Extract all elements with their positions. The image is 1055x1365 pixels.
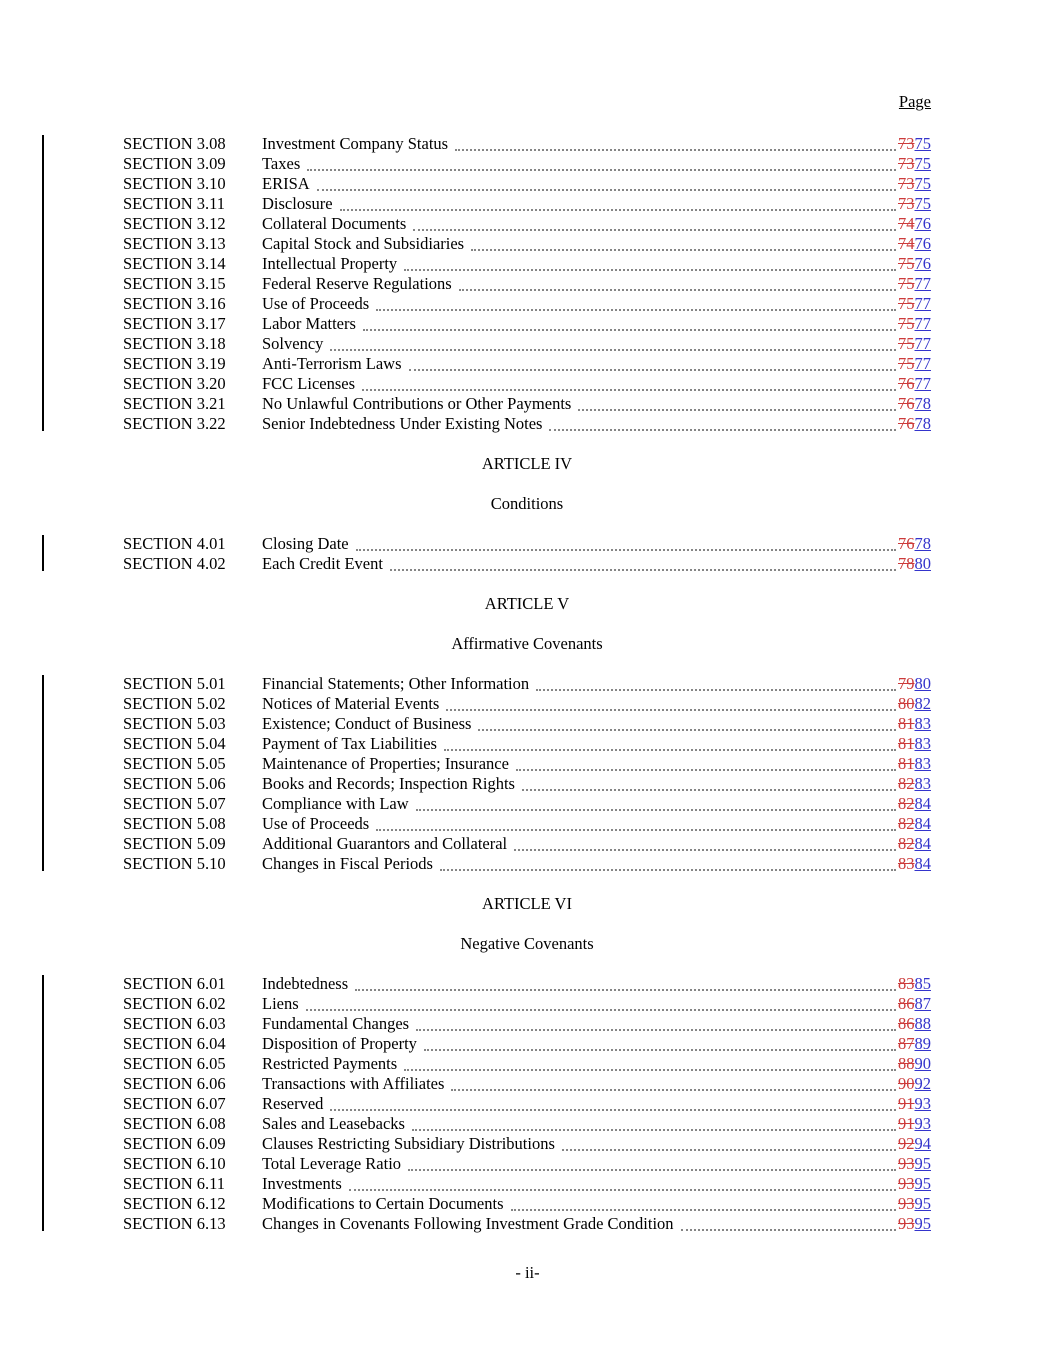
dot-leader — [340, 209, 896, 211]
toc-entry-new-page-number: 95 — [914, 1194, 931, 1213]
toc-entry-new-page-number: 85 — [914, 974, 931, 993]
toc-entry-old-page-number: 79 — [898, 674, 915, 693]
dot-leader — [416, 1029, 896, 1031]
toc-entry-old-page-number: 93 — [898, 1154, 915, 1173]
toc-entry-old-page-number: 78 — [898, 554, 915, 573]
toc-entry-old-page-number: 81 — [898, 754, 915, 773]
toc-entry-new-page-number: 77 — [914, 314, 931, 333]
dot-leader — [681, 1229, 896, 1231]
toc-entry — [123, 354, 931, 374]
toc-entry — [123, 694, 931, 714]
toc-entry-title: Federal Reserve Regulations — [262, 274, 452, 293]
article-heading: ARTICLE VI — [482, 894, 572, 913]
toc-entry-new-page-number: 88 — [914, 1014, 931, 1033]
toc-entry-section: SECTION 4.01 — [123, 534, 226, 553]
toc-entry-new-page-number: 82 — [914, 694, 931, 713]
toc-entry-pages — [898, 154, 931, 174]
toc-entry-section: SECTION 6.01 — [123, 974, 226, 993]
toc-entry-section: SECTION 6.09 — [123, 1134, 226, 1153]
toc-entry-new-page-number: 77 — [914, 334, 931, 353]
toc-entry-new-page-number: 83 — [914, 714, 931, 733]
toc-entry-old-page-number: 82 — [898, 814, 915, 833]
toc-entry-pages — [898, 1134, 931, 1154]
toc-entry-old-page-number: 91 — [898, 1114, 915, 1133]
toc-entry-pages — [898, 174, 931, 194]
toc-entry-section: SECTION 5.05 — [123, 754, 226, 773]
toc-entry-pages — [898, 1054, 931, 1074]
toc-entry-old-page-number: 75 — [898, 294, 915, 313]
toc-entry — [123, 534, 931, 554]
toc-entry-pages — [898, 334, 931, 354]
toc-entry — [123, 754, 931, 774]
toc-entry-title: Transactions with Affiliates — [262, 1074, 445, 1093]
toc-entry-old-page-number: 90 — [898, 1074, 915, 1093]
toc-entry-section: SECTION 5.01 — [123, 674, 226, 693]
toc-entry-old-page-number: 82 — [898, 834, 915, 853]
toc-entry-pages — [898, 714, 931, 734]
dot-leader — [317, 189, 896, 191]
toc-entry-section: SECTION 4.02 — [123, 554, 226, 573]
toc-entry-pages — [898, 214, 931, 234]
dot-leader — [416, 809, 896, 811]
toc-entry-new-page-number: 75 — [914, 174, 931, 193]
toc-entry-title: Use of Proceeds — [262, 814, 370, 833]
toc-entry-title: Closing Date — [262, 534, 349, 553]
toc-entry-section: SECTION 5.08 — [123, 814, 226, 833]
dot-leader — [376, 829, 896, 831]
toc-entry — [123, 334, 931, 354]
toc-entry-old-page-number: 93 — [898, 1194, 915, 1213]
dot-leader — [424, 1049, 896, 1051]
toc-entry-pages — [898, 694, 931, 714]
toc-entry — [123, 294, 931, 314]
toc-entry-title: Capital Stock and Subsidiaries — [262, 234, 465, 253]
toc-entry-new-page-number: 77 — [914, 274, 931, 293]
toc-entry-pages — [898, 134, 931, 154]
toc-entry — [123, 394, 931, 414]
dot-leader — [409, 369, 896, 371]
toc-entry-pages — [898, 1094, 931, 1114]
toc-entry-pages — [898, 274, 931, 294]
dot-leader — [446, 709, 896, 711]
toc-entry-title: Solvency — [262, 334, 324, 353]
toc-entry-new-page-number: 77 — [914, 354, 931, 373]
toc-entry-pages — [898, 1174, 931, 1194]
toc-entry-section: SECTION 3.15 — [123, 274, 226, 293]
toc-entry — [123, 234, 931, 254]
toc-entry-group — [123, 674, 931, 874]
toc-entry-new-page-number: 87 — [914, 994, 931, 1013]
toc-entry-title: Anti-Terrorism Laws — [262, 354, 402, 373]
toc-entry-section: SECTION 5.09 — [123, 834, 226, 853]
toc-entry-new-page-number: 95 — [914, 1154, 931, 1173]
toc-entry-new-page-number: 90 — [914, 1054, 931, 1073]
toc-entry-group — [123, 974, 931, 1234]
toc-entry-title: Additional Guarantors and Collateral — [262, 834, 508, 853]
toc-entry — [123, 1094, 931, 1114]
toc-entry-pages — [898, 674, 931, 694]
toc-entry-section: SECTION 5.07 — [123, 794, 226, 813]
toc-entry-new-page-number: 89 — [914, 1034, 931, 1053]
toc-entry-group — [123, 534, 931, 574]
toc-entry-pages — [898, 1034, 931, 1054]
toc-entry-new-page-number: 75 — [914, 134, 931, 153]
toc-entry — [123, 1214, 931, 1234]
dot-leader — [306, 1009, 896, 1011]
toc-entry-title: FCC Licenses — [262, 374, 356, 393]
toc-entry-pages — [898, 534, 931, 554]
toc-entry-new-page-number: 84 — [914, 834, 931, 853]
toc-entry-title: Indebtedness — [262, 974, 349, 993]
toc-entry — [123, 1114, 931, 1134]
toc-entry-pages — [898, 974, 931, 994]
dot-leader — [390, 569, 896, 571]
dot-leader — [511, 1209, 897, 1211]
toc-entry-title: Investment Company Status — [262, 134, 449, 153]
toc-entry-title: Compliance with Law — [262, 794, 409, 813]
dot-leader — [451, 1089, 896, 1091]
toc-entry — [123, 994, 931, 1014]
dot-leader — [307, 169, 896, 171]
dot-leader — [522, 789, 896, 791]
toc-entry-pages — [898, 314, 931, 334]
toc-entry — [123, 1034, 931, 1054]
toc-entry-old-page-number: 73 — [898, 154, 915, 173]
toc-entry — [123, 854, 931, 874]
toc-entry-pages — [898, 394, 931, 414]
toc-entry-section: SECTION 3.14 — [123, 254, 226, 273]
toc-entry-old-page-number: 75 — [898, 314, 915, 333]
toc-entry-section: SECTION 6.13 — [123, 1214, 226, 1233]
toc-entry-title: Restricted Payments — [262, 1054, 398, 1073]
article-heading: ARTICLE V — [484, 594, 570, 613]
toc-entry-old-page-number: 80 — [898, 694, 915, 713]
toc-entry-old-page-number: 87 — [898, 1034, 915, 1053]
toc-entry — [123, 774, 931, 794]
toc-entry-old-page-number: 83 — [898, 854, 915, 873]
toc-entry-pages — [898, 794, 931, 814]
toc-entry-pages — [898, 754, 931, 774]
dot-leader — [376, 309, 896, 311]
article-subtitle: Affirmative Covenants — [451, 634, 603, 653]
toc-entry-pages — [898, 554, 931, 574]
page-column-header: Page — [898, 92, 931, 111]
dot-leader — [440, 869, 896, 871]
dot-leader — [455, 149, 896, 151]
toc-entry-section: SECTION 3.11 — [123, 194, 226, 213]
toc-entry-section: SECTION 3.12 — [123, 214, 226, 233]
toc-entry-pages — [898, 1114, 931, 1134]
toc-entry-title: ERISA — [262, 174, 310, 193]
toc-entry-title: Changes in Covenants Following Investment Grade Condition — [262, 1214, 674, 1233]
toc-entry-section: SECTION 5.06 — [123, 774, 226, 793]
toc-entry-title: Financial Statements; Other Information — [262, 674, 530, 693]
toc-entry-section: SECTION 3.08 — [123, 134, 226, 153]
dot-leader — [478, 729, 896, 731]
toc-entry-section: SECTION 5.02 — [123, 694, 226, 713]
toc-entry-section: SECTION 3.17 — [123, 314, 226, 333]
toc-entry-section: SECTION 3.22 — [123, 414, 226, 433]
dot-leader — [578, 409, 896, 411]
toc-entry-old-page-number: 76 — [898, 394, 915, 413]
toc-entry — [123, 274, 931, 294]
dot-leader — [471, 249, 896, 251]
dot-leader — [549, 429, 896, 431]
toc-entry-old-page-number: 93 — [898, 1174, 915, 1193]
toc-entry-new-page-number: 92 — [914, 1074, 931, 1093]
toc-entry-old-page-number: 73 — [898, 174, 915, 193]
toc-entry — [123, 794, 931, 814]
toc-entry-old-page-number: 74 — [898, 234, 915, 253]
toc-entry-title: Taxes — [262, 154, 301, 173]
toc-entry-pages — [898, 234, 931, 254]
toc-entry-new-page-number: 93 — [914, 1094, 931, 1113]
toc-entry — [123, 1054, 931, 1074]
toc-entry-title: Changes in Fiscal Periods — [262, 854, 433, 873]
dot-leader — [444, 749, 896, 751]
toc-entry-title: Each Credit Event — [262, 554, 383, 573]
toc-entry-new-page-number: 76 — [914, 234, 931, 253]
dot-leader — [536, 689, 896, 691]
toc-entry — [123, 214, 931, 234]
toc-entry-pages — [898, 354, 931, 374]
toc-entry-section: SECTION 6.05 — [123, 1054, 226, 1073]
toc-entry-title: Fundamental Changes — [262, 1014, 410, 1033]
dot-leader — [412, 1129, 896, 1131]
toc-entry-section: SECTION 6.04 — [123, 1034, 226, 1053]
toc-entry — [123, 814, 931, 834]
toc-entry-old-page-number: 76 — [898, 534, 915, 553]
toc-entry — [123, 194, 931, 214]
toc-entry-title: Payment of Tax Liabilities — [262, 734, 437, 753]
dot-leader — [404, 269, 896, 271]
toc-entry-old-page-number: 75 — [898, 254, 915, 273]
toc-entry-pages — [898, 254, 931, 274]
toc-entry — [123, 834, 931, 854]
toc-entry-pages — [898, 374, 931, 394]
dot-leader — [362, 389, 896, 391]
toc-entry — [123, 374, 931, 394]
toc-entry-pages — [898, 854, 931, 874]
toc-entry-new-page-number: 78 — [914, 394, 931, 413]
toc-entry-old-page-number: 76 — [898, 374, 915, 393]
article-heading: ARTICLE IV — [481, 454, 573, 473]
toc-entry-new-page-number: 76 — [914, 214, 931, 233]
toc-entry-old-page-number: 86 — [898, 1014, 915, 1033]
toc-entry — [123, 674, 931, 694]
toc-entry-pages — [898, 414, 931, 434]
toc-entry-new-page-number: 84 — [914, 794, 931, 813]
toc-entry — [123, 1194, 931, 1214]
toc-entry — [123, 554, 931, 574]
toc-entry — [123, 1134, 931, 1154]
dot-leader — [459, 289, 896, 291]
toc-entry — [123, 254, 931, 274]
toc-entry-old-page-number: 81 — [898, 714, 915, 733]
toc-entry-section: SECTION 3.10 — [123, 174, 226, 193]
toc-entry — [123, 1014, 931, 1034]
dot-leader — [514, 849, 896, 851]
toc-entry-new-page-number: 83 — [914, 774, 931, 793]
toc-entry-title: Maintenance of Properties; Insurance — [262, 754, 509, 773]
toc-entry-title: Modifications to Certain Documents — [262, 1194, 504, 1213]
toc-entry-title: Senior Indebtedness Under Existing Notes — [262, 414, 543, 433]
toc-entry-pages — [898, 1014, 931, 1034]
toc-entry — [123, 1174, 931, 1194]
dot-leader — [355, 989, 896, 991]
dot-leader — [413, 229, 896, 231]
page-number-footer: - ii- — [515, 1263, 540, 1282]
dot-leader — [330, 349, 896, 351]
table-of-contents — [123, 134, 931, 1234]
toc-entry-pages — [898, 1194, 931, 1214]
toc-entry-new-page-number: 83 — [914, 754, 931, 773]
toc-entry-new-page-number: 75 — [914, 154, 931, 173]
toc-entry — [123, 414, 931, 434]
toc-entry-new-page-number: 78 — [914, 414, 931, 433]
toc-entry-new-page-number: 95 — [914, 1174, 931, 1193]
toc-entry-new-page-number: 83 — [914, 734, 931, 753]
toc-entry-section: SECTION 5.04 — [123, 734, 226, 753]
toc-entry-old-page-number: 86 — [898, 994, 915, 1013]
toc-entry-pages — [898, 294, 931, 314]
toc-entry-section: SECTION 3.19 — [123, 354, 226, 373]
dot-leader — [404, 1069, 896, 1071]
toc-entry-title: Intellectual Property — [262, 254, 398, 273]
toc-entry-pages — [898, 1074, 931, 1094]
toc-entry-title: Disclosure — [262, 194, 333, 213]
toc-entry — [123, 174, 931, 194]
toc-entry-title: Clauses Restricting Subsidiary Distributions — [262, 1134, 555, 1153]
toc-entry — [123, 154, 931, 174]
toc-entry-new-page-number: 84 — [914, 814, 931, 833]
toc-entry — [123, 314, 931, 334]
toc-entry-section: SECTION 5.03 — [123, 714, 226, 733]
toc-entry-pages — [898, 814, 931, 834]
toc-entry — [123, 734, 931, 754]
dot-leader — [516, 769, 896, 771]
toc-entry-old-page-number: 81 — [898, 734, 915, 753]
dot-leader — [330, 1109, 896, 1111]
toc-entry-section: SECTION 3.20 — [123, 374, 226, 393]
toc-entry-title: Labor Matters — [262, 314, 356, 333]
toc-entry-title: Notices of Material Events — [262, 694, 440, 713]
toc-entry-old-page-number: 92 — [898, 1134, 915, 1153]
toc-entry-section: SECTION 3.21 — [123, 394, 226, 413]
toc-entry-new-page-number: 80 — [914, 674, 931, 693]
dot-leader — [363, 329, 896, 331]
toc-entry-section: SECTION 6.12 — [123, 1194, 226, 1213]
toc-entry-title: No Unlawful Contributions or Other Payments — [262, 394, 572, 413]
toc-entry-old-page-number: 83 — [898, 974, 915, 993]
toc-entry-section: SECTION 6.06 — [123, 1074, 226, 1093]
toc-entry-old-page-number: 93 — [898, 1214, 915, 1233]
toc-entry-title: Existence; Conduct of Business — [262, 714, 472, 733]
toc-entry-new-page-number: 94 — [914, 1134, 931, 1153]
toc-entry-section: SECTION 5.10 — [123, 854, 226, 873]
toc-entry-title: Investments — [262, 1174, 342, 1193]
toc-entry-old-page-number: 91 — [898, 1094, 915, 1113]
toc-entry-old-page-number: 75 — [898, 274, 915, 293]
toc-entry-old-page-number: 75 — [898, 334, 915, 353]
toc-entry-pages — [898, 734, 931, 754]
toc-entry-section: SECTION 3.13 — [123, 234, 226, 253]
toc-entry-new-page-number: 93 — [914, 1114, 931, 1133]
toc-entry — [123, 714, 931, 734]
dot-leader — [356, 549, 896, 551]
toc-entry-new-page-number: 77 — [914, 294, 931, 313]
toc-entry-section: SECTION 6.07 — [123, 1094, 226, 1113]
article-subtitle: Conditions — [490, 494, 564, 513]
toc-entry-new-page-number: 80 — [914, 554, 931, 573]
toc-entry-section: SECTION 3.18 — [123, 334, 226, 353]
toc-entry-pages — [898, 194, 931, 214]
toc-entry-new-page-number: 78 — [914, 534, 931, 553]
toc-entry-old-page-number: 73 — [898, 134, 915, 153]
toc-entry — [123, 134, 931, 154]
toc-entry-title: Use of Proceeds — [262, 294, 370, 313]
toc-entry-old-page-number: 82 — [898, 794, 915, 813]
toc-entry-new-page-number: 76 — [914, 254, 931, 273]
toc-entry-section: SECTION 3.09 — [123, 154, 226, 173]
article-subtitle: Negative Covenants — [460, 934, 594, 953]
toc-entry-new-page-number: 95 — [914, 1214, 931, 1233]
toc-entry-old-page-number: 74 — [898, 214, 915, 233]
toc-entry-pages — [898, 834, 931, 854]
toc-entry-title: Liens — [262, 994, 299, 1013]
toc-entry-title: Reserved — [262, 1094, 324, 1113]
toc-entry-old-page-number: 82 — [898, 774, 915, 793]
toc-entry-title: Collateral Documents — [262, 214, 407, 233]
toc-entry-old-page-number: 75 — [898, 354, 915, 373]
dot-leader — [349, 1189, 896, 1191]
toc-entry-pages — [898, 774, 931, 794]
toc-entry-section: SECTION 6.11 — [123, 1174, 226, 1193]
toc-entry — [123, 1154, 931, 1174]
toc-entry-pages — [898, 1214, 931, 1234]
toc-entry-pages — [898, 1154, 931, 1174]
toc-entry-title: Disposition of Property — [262, 1034, 417, 1053]
toc-entry-section: SECTION 6.10 — [123, 1154, 226, 1173]
dot-leader — [408, 1169, 896, 1171]
toc-entry-group — [123, 134, 931, 434]
toc-entry-title: Books and Records; Inspection Rights — [262, 774, 515, 793]
toc-entry-new-page-number: 75 — [914, 194, 931, 213]
toc-entry — [123, 1074, 931, 1094]
toc-entry-pages — [898, 994, 931, 1014]
toc-entry-old-page-number: 73 — [898, 194, 915, 213]
toc-entry — [123, 974, 931, 994]
toc-entry-old-page-number: 88 — [898, 1054, 915, 1073]
toc-entry-new-page-number: 77 — [914, 374, 931, 393]
toc-entry-title: Total Leverage Ratio — [262, 1154, 402, 1173]
toc-entry-section: SECTION 3.16 — [123, 294, 226, 313]
toc-entry-section: SECTION 6.02 — [123, 994, 226, 1013]
toc-entry-section: SECTION 6.08 — [123, 1114, 226, 1133]
toc-entry-section: SECTION 6.03 — [123, 1014, 226, 1033]
dot-leader — [562, 1149, 896, 1151]
toc-entry-new-page-number: 84 — [914, 854, 931, 873]
toc-entry-old-page-number: 76 — [898, 414, 915, 433]
toc-entry-title: Sales and Leasebacks — [262, 1114, 405, 1133]
